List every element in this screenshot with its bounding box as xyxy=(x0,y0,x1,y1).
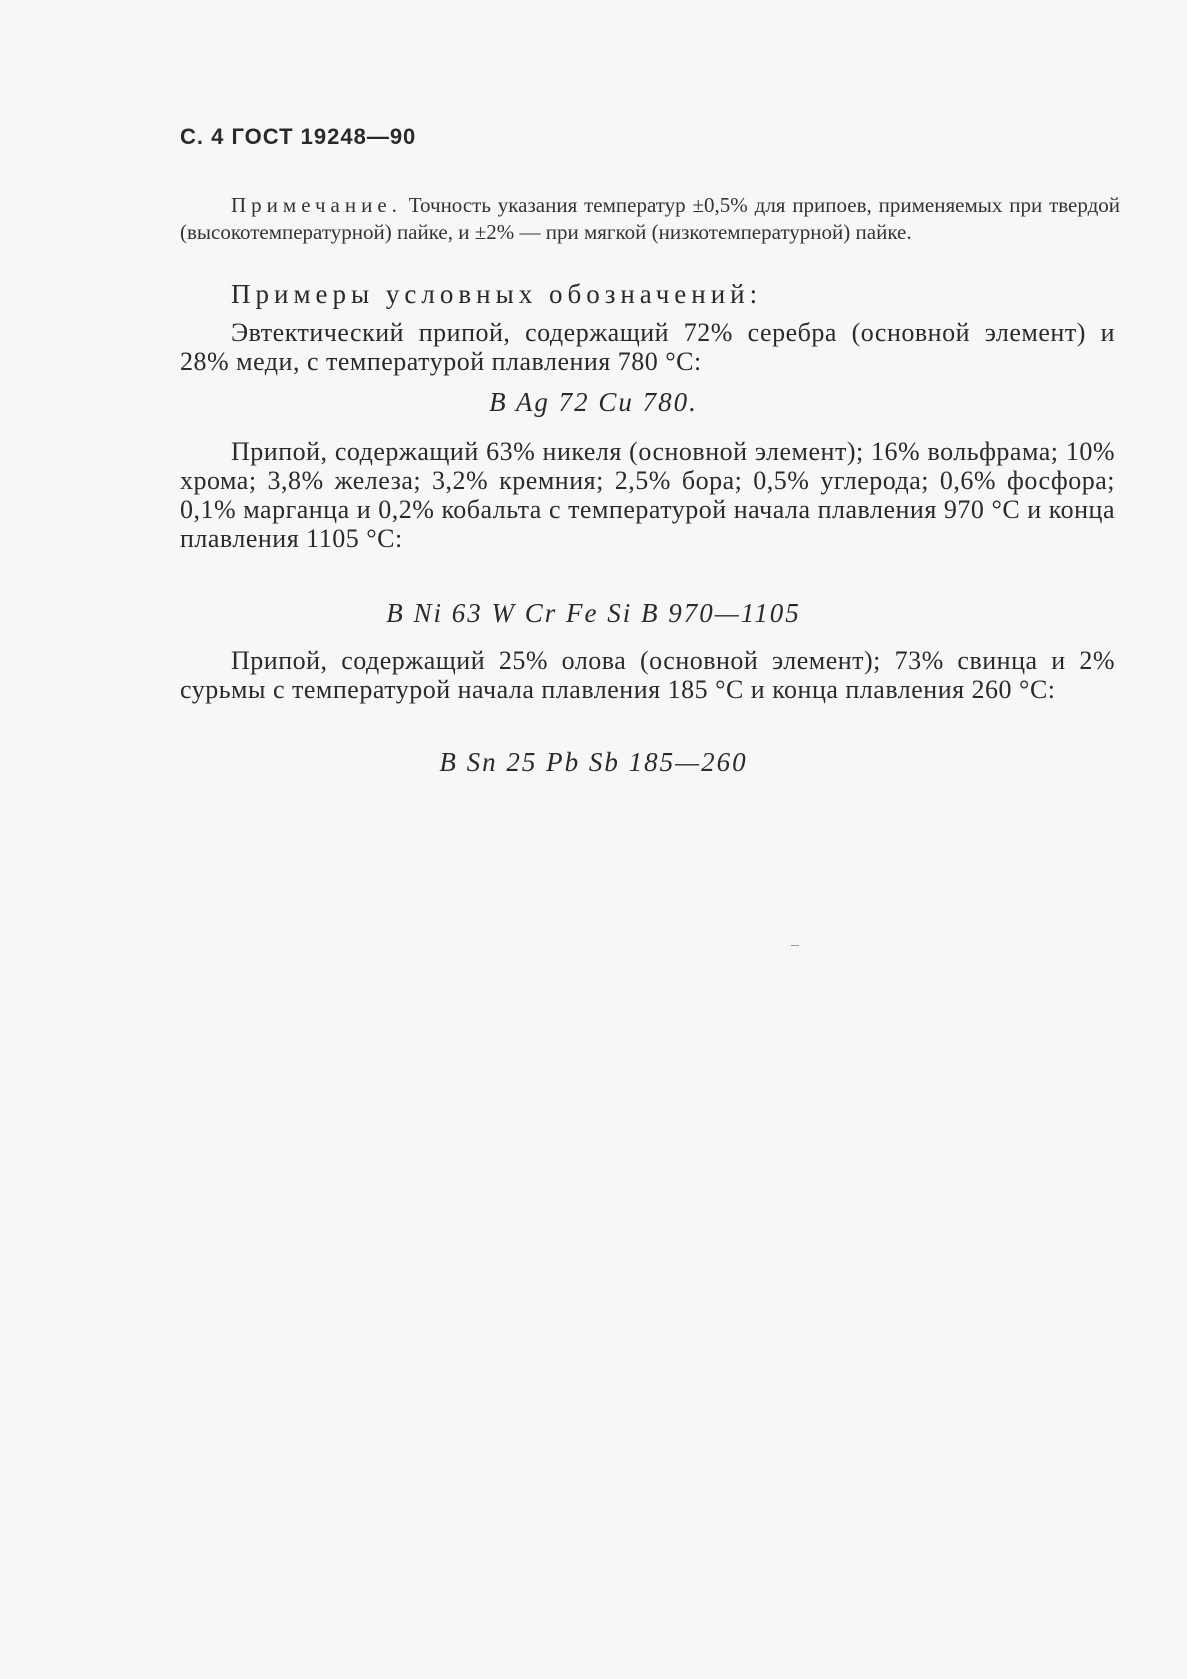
examples-title: Примеры условных обозначений: xyxy=(231,279,763,309)
example-1-designation: B Ag 72 Cu 780. xyxy=(489,387,698,417)
page-header: С. 4 ГОСТ 19248—90 xyxy=(180,124,417,149)
note-paragraph xyxy=(180,192,1120,246)
example-1-text: Эвтектический припой, содержащий 72% серебра (основной элемент) и 28% меди, с температурой плавления 780 °С: xyxy=(180,318,1115,376)
note-lead: Примечание. xyxy=(231,193,402,217)
example-2-text: Припой, содержащий 63% никеля (основной элемент); 16% вольфрама; 10% хрома; 3,8% железа; 3,2% кремния; 2,5% бора; 0,5% углерода; 0,6% фосфора; 0,1% марганца и 0,2% кобальта с температурой начала плавления 970 °С и конца плавления 1105 °С: xyxy=(180,437,1115,553)
example-3-designation: B Sn 25 Pb Sb 185—260 xyxy=(439,747,748,777)
example-3-text: Припой, содержащий 25% олова (основной элемент); 73% свинца и 2% сурьмы с температурой начала плавления 185 °С и конца плавления 260 °С: xyxy=(180,646,1115,704)
example-2-designation: B Ni 63 W Cr Fe Si B 970—1105 xyxy=(386,598,801,628)
scan-speck xyxy=(791,945,799,946)
note-body: Точность указания температур ±0,5% для припоев, применяемых при твердой (высокотемпературной) пайке, и ±2% — при мягкой (низкотемпературной) пайке. xyxy=(180,193,1121,244)
